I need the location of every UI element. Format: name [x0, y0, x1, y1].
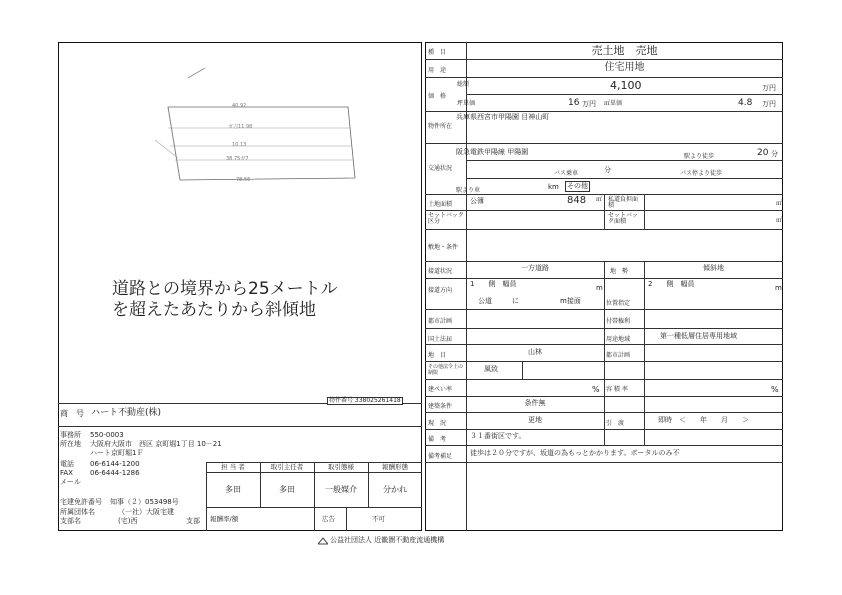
road-side-2: 2 側 幅員 — [648, 280, 695, 288]
other-label: その他 — [567, 182, 588, 190]
traffic-label: 交通状況 — [428, 165, 453, 172]
handover: 即時 ＜ 年 月 ＞ — [658, 416, 749, 424]
note-label: 備 考 — [428, 436, 447, 443]
assoc-label: 所属団体名 — [60, 508, 95, 516]
location-label: 物件所在 — [428, 123, 453, 130]
build-cond-label: 建築条件 — [428, 403, 453, 410]
trade-label: 商 号 — [60, 409, 84, 418]
note: ３１番街区です。 — [470, 432, 526, 440]
setback-area-unit: ㎡ — [776, 217, 783, 224]
use-value: 住宅用地 — [604, 62, 645, 73]
walk-min-unit: 分 — [771, 150, 778, 158]
cityplan2-label: 都市計画 — [606, 352, 631, 359]
price-unit: 万円 — [762, 84, 776, 92]
plot-caption-line2: を超えたあたりから斜傾地 — [112, 300, 316, 320]
sqm-price-value: 4.8 — [738, 98, 753, 108]
landcat-label: 地 目 — [428, 352, 447, 359]
reg-number: 物件番号 338025261418 — [329, 397, 401, 404]
branch-label: 支部名 — [60, 517, 81, 525]
note2: 徒歩は２０分ですが、坂道の為もっとかかります。ポータルのみ不 — [470, 449, 680, 457]
fax-label: FAX — [60, 469, 73, 477]
land-area-unit: ㎡ — [596, 196, 603, 203]
mail-label: メール — [60, 478, 81, 486]
land-area-type: 公簿 — [470, 197, 484, 205]
staff-table — [206, 462, 422, 531]
price-label: 価 格 — [428, 93, 447, 100]
tsubo-label: 坪単価 — [457, 100, 476, 107]
tsubo-unit: 万円 — [582, 100, 596, 108]
tel-label: 電話 — [60, 460, 74, 468]
sqm-price-unit: 万円 — [762, 100, 776, 108]
footer-association: 公益社団法人 近畿圏不動産流通機構 — [330, 536, 445, 544]
zone: 第一種低層住居専用地域 — [660, 332, 737, 340]
note2-label: 備考補足 — [428, 453, 453, 460]
station-walk-label: 駅より徒歩 — [684, 153, 715, 160]
road-status: 一方道路 — [521, 264, 549, 272]
status: 更地 — [528, 416, 542, 424]
address-line2: ハート京町堀1Ｆ — [90, 449, 144, 457]
road-contact: m接面 — [560, 297, 581, 305]
rights-label: 敷地・条件 — [428, 244, 459, 251]
fax: 06-6444-1286 — [90, 469, 140, 477]
price-sub-label: 総額 — [457, 81, 470, 88]
tel: 06-6144-1200 — [90, 460, 140, 468]
sqm-price-label: ㎡単価 — [604, 100, 623, 107]
assoc: （一社）大阪宅建 — [118, 508, 174, 516]
fee-label: 報酬率/額 — [210, 515, 239, 523]
trade-name: ハート不動産(株) — [91, 408, 162, 418]
association-logo-icon — [318, 537, 328, 545]
staff-value-3: 一般媒介 — [325, 485, 357, 494]
setback-area-label: セットバック面積 — [608, 212, 638, 225]
private-road-label: 私道負担面積 — [608, 196, 639, 209]
private-road-unit: ㎡ — [776, 200, 783, 207]
dim-label-5: 78.56 — [236, 177, 251, 183]
land-area-label: 土地面積 — [428, 201, 453, 208]
dim-label-1: 40.92 — [232, 103, 247, 109]
urban-label: 都市計画 — [428, 318, 453, 325]
bus-min-unit: 分 — [604, 166, 611, 174]
other-limit: 風致 — [484, 365, 498, 373]
location-value: 兵庫県西宮市甲陽園 目神山町 — [456, 113, 550, 121]
staff-value-2: 多田 — [279, 485, 295, 494]
status-label: 現 況 — [428, 420, 447, 427]
landcat: 山林 — [528, 348, 542, 356]
price-value: 4,100 — [610, 79, 642, 92]
branch-suffix: 支部 — [186, 517, 200, 525]
address-line1: 大阪府大阪市 西区 京町堀1丁目 10－21 — [90, 440, 222, 448]
dim-label-2: ガ刀11.98 — [228, 124, 253, 130]
far-label: 容 積 率 — [606, 386, 628, 393]
dim-label-4: 38.75ガ7 — [226, 156, 249, 162]
national-land-label: 国土法届 — [428, 336, 453, 343]
road-status-label: 接道状況 — [428, 268, 453, 275]
road-m-2: m — [775, 284, 782, 292]
land-area-value: 848 — [567, 195, 587, 206]
use-label: 用 途 — [428, 67, 447, 74]
coverage-label: 建ぺい率 — [428, 386, 453, 393]
build-cond: 条件無 — [524, 399, 546, 407]
road-m-1: m — [596, 284, 603, 292]
car-label: 駅より車 — [456, 187, 481, 194]
cityplan-label: 付帯権利 — [606, 318, 631, 325]
other-limit-label: その他法令上の制限 — [428, 364, 464, 376]
position-label: 位置指定 — [606, 300, 631, 307]
staff-header-3: 取引態様 — [328, 463, 354, 471]
road-dir-label: 接道方向 — [428, 287, 453, 294]
staff-header-2: 取引主任者 — [270, 463, 304, 471]
ad-value: 不可 — [372, 515, 385, 523]
bus-label: バス乗車 — [554, 170, 579, 177]
staff-value-4: 分かれ — [383, 485, 407, 494]
staff-header-1: 担 当 者 — [221, 463, 245, 471]
staff-header-4: 報酬形態 — [382, 463, 408, 471]
ad-label: 広告 — [322, 515, 335, 523]
road-public: 公道 — [478, 297, 492, 305]
dim-label-3: 10.13 — [232, 142, 247, 148]
branch: (宅)西 — [118, 517, 138, 525]
km-unit: km — [548, 183, 559, 191]
road-side-1: 1 側 幅員 — [470, 280, 517, 288]
walk-minutes: 20 — [757, 148, 769, 158]
license-label: 宅建免許番号 — [60, 498, 102, 506]
license: 知事（２）053498号 — [110, 498, 179, 506]
tsubo-value: 16 — [568, 98, 580, 108]
address-label: 所在地 — [60, 440, 81, 448]
kind-label: 種 目 — [428, 49, 447, 56]
plot-map — [150, 60, 380, 200]
office-label: 事務所 — [60, 431, 81, 439]
terrain: 傾斜地 — [703, 264, 724, 272]
setback-label: セットバック区分 — [428, 212, 464, 225]
road-ni: に — [512, 297, 519, 305]
zone-label: 用途地域 — [606, 336, 631, 343]
bus-walk-label: バス停より徒歩 — [680, 170, 723, 177]
plot-caption-line1: 道路との境界から25メートル — [112, 279, 338, 299]
coverage-unit: % — [592, 385, 600, 394]
handover-label: 引 渡 — [606, 420, 625, 427]
zip: 550-0003 — [90, 431, 124, 439]
far-unit: % — [771, 385, 779, 394]
kind-value: 売土地 売地 — [591, 44, 658, 57]
line-value: 阪急電鉄甲陽線 甲陽園 — [456, 148, 529, 156]
staff-value-1: 多田 — [225, 485, 241, 494]
terrain-label: 地 勢 — [610, 268, 629, 275]
